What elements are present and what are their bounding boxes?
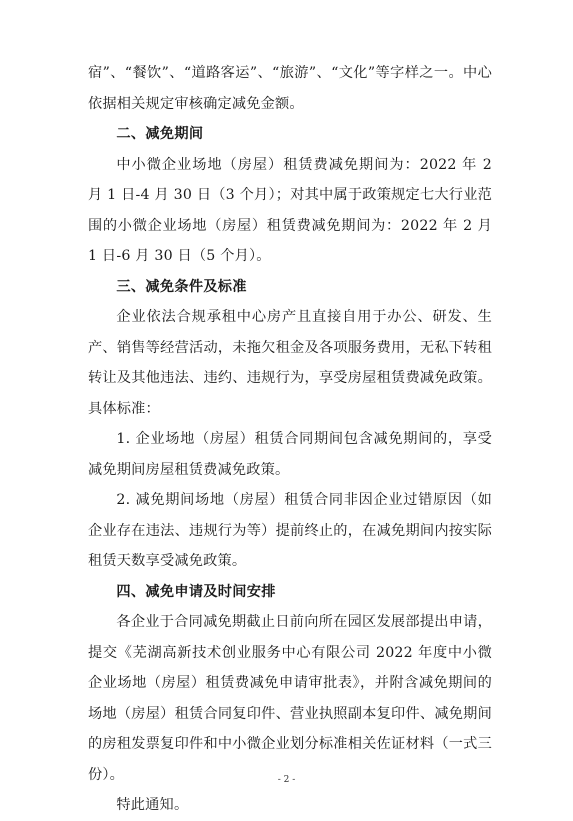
section-heading-reduction-period: 二、减免期间	[116, 126, 204, 142]
paragraph-standard-1: 1. 企业场地（房屋）租赁合同期间包含减免期间的，享受减免期间房屋租赁费减免政策。	[88, 431, 492, 478]
section-heading-application: 四、减免申请及时间安排	[116, 583, 276, 600]
section-heading-conditions: 三、减免条件及标准	[116, 278, 247, 295]
page-number: - 2 -	[277, 775, 296, 785]
paragraph-reduction-period: 中小微企业场地（房屋）租赁费减免期间为：2022 年 2 月 1 日-4 月 30 日（3 个月）；对其中属于政策规定七大行业范围的小微企业场地（房屋）租赁费减免期间为：2022 年 2 月 1 日-6 月 30 日（5 个月）。	[88, 156, 492, 264]
paragraph-continuation: 宿”、“餐饮”、“道路客运”、“旅游”、“文化”等字样之一。中心依据相关规定审核确定减免金额。	[88, 65, 492, 112]
paragraph-application: 各企业于合同减免期截止日前向所在园区发展部提出申请，提交《芜湖高新技术创业服务中心有限公司 2022 年度中小微企业场地（房屋）租赁费减免申请审批表》，并附含减免期间的场地（房屋）租赁合同复印件、营业执照副本复印件、减免期间的房租发票复印件和中小微企业划分标准相关佐证材料（一式三份）。	[88, 614, 492, 783]
paragraph-closing: 特此通知。	[116, 797, 189, 813]
paragraph-conditions: 企业依法合规承租中心房产且直接自用于办公、研发、生产、销售等经营活动，未拖欠租金及各项服务费用，无私下转租转让及其他违法、违约、违规行为，享受房屋租赁费减免政策。具体标准：	[88, 309, 492, 417]
document-body	[88, 58, 492, 821]
paragraph-standard-2: 2. 减免期间场地（房屋）租赁合同非因企业过错原因（如企业存在违法、违规行为等）提前终止的，在减免期间内按实际租赁天数享受减免政策。	[88, 492, 492, 569]
